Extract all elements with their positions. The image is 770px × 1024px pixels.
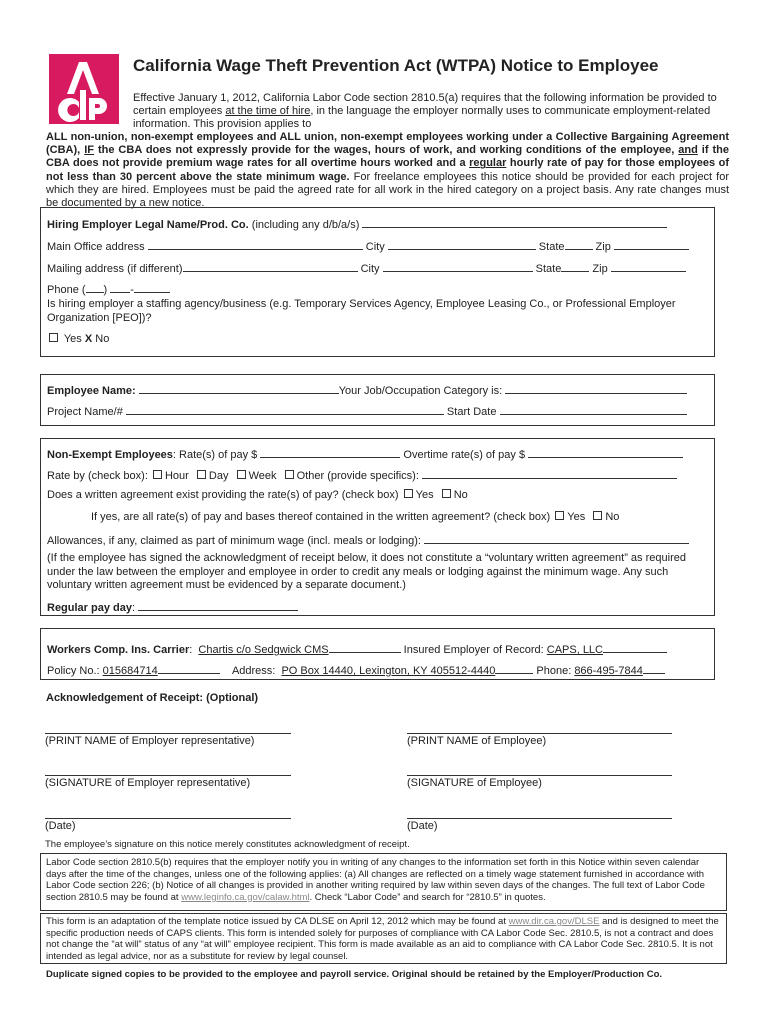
employer-print-line[interactable]	[45, 732, 291, 734]
week-checkbox[interactable]	[237, 470, 246, 479]
staffing-question: Is hiring employer a staffing agency/business (e.g. Temporary Services Agency, Employee Leasing Co., or Professional Employer Organization [PEO])?	[47, 298, 676, 324]
main-office-row: Main Office address City State Zip	[47, 239, 689, 253]
staffing-yes-checkbox[interactable]	[49, 333, 58, 342]
state-field[interactable]	[565, 239, 593, 250]
ack-note: The employee’s signature on this notice merely constitutes acknowledgment of receipt.	[45, 839, 410, 850]
workers-comp-section	[40, 628, 715, 680]
pay-section	[40, 438, 715, 616]
carrier-row: Workers Comp. Ins. Carrier: Chartis c/o Sedgwick CMS Insured Employer of Record: CAPS, LLC	[47, 642, 667, 656]
mailing-city-field[interactable]	[383, 261, 533, 272]
employee-print-line[interactable]	[407, 732, 672, 734]
overtime-rate-field[interactable]	[528, 447, 683, 458]
ack-title: Acknowledgement of Receipt: (Optional)	[46, 692, 259, 704]
written-agreement-row: Does a written agreement exist providing the rate(s) of pay? (check box) Yes No	[47, 489, 468, 501]
intro-paragraph: Effective January 1, 2012, California Labor Code section 2810.5(a) requires that the following information be provided to certain employees at the time of hire, in the language the employer normally uses to communicate employment-related information. This provision applies to	[133, 92, 717, 131]
employee-print-label: (PRINT NAME of Employee)	[407, 735, 547, 747]
hour-checkbox[interactable]	[153, 470, 162, 479]
adaptation-notice: This form is an adaptation of the template notice issued by CA DLSE on April 12, 2012 which may be found at www.dir.ca.gov/DLSE and is designed to meet the specific production needs of CAPS clients. This form is intended solely for purposes of compliance with CA Labor Code Sec. 2810.5, is not a contract and does not change the “at will” status of any “at will” employee recipient. This form is made available as an aid to compliance with CA Labor Code Sec. 2810.5. It is not intended as legal advice, nor as a substitute for review by legal counsel.	[40, 913, 727, 964]
intro-paragraph-cont: ALL non-union, non-exempt employees and ALL union, non-exempt employees working under a Collective Bargaining Agreement (CBA), IF the CBA does not expressly provide for the wages, hours of work, and working conditions of the employee, and if the CBA does not provide premium wage rates for all overtime hours worked and a regular hourly rate of pay for those employees of not less than 30 percent above the state minimum wage. For freelance employees this notice should be provided for each project for which they are hired. Employees must be paid the agreed rate for all work in the hired category on a project basis. Any rate changes must be documented by a new notice.	[46, 131, 730, 210]
written-no-checkbox[interactable]	[442, 489, 451, 498]
legal-name-row: Hiring Employer Legal Name/Prod. Co. (including any d/b/a/s)	[47, 217, 667, 231]
employee-name-field[interactable]	[139, 383, 339, 394]
if-yes-row: If yes, are all rate(s) of pay and bases thereof contained in the written agreement? (check box) Yes No	[91, 511, 620, 523]
allowances-row: Allowances, if any, claimed as part of minimum wage (incl. meals or lodging):	[47, 533, 689, 547]
pay-note: (If the employee has signed the acknowledgment of receipt below, it does not constitute a “voluntary written agreement” as required under the law between the employer and employee in order to credit any meals or lodging against the minimum wage. Any such voluntary written agreement must be evidenced by a separate document.)	[47, 552, 686, 591]
phone-area-field[interactable]	[86, 282, 104, 293]
day-checkbox[interactable]	[197, 470, 206, 479]
mailing-zip-field[interactable]	[611, 261, 686, 272]
employer-section	[40, 207, 715, 357]
city-field[interactable]	[388, 239, 536, 250]
start-date-field[interactable]	[500, 404, 687, 415]
caps-logo	[49, 54, 119, 124]
rate-row: Non-Exempt Employees: Rate(s) of pay $ Overtime rate(s) of pay $	[47, 447, 683, 461]
other-checkbox[interactable]	[285, 470, 294, 479]
employee-signature-line[interactable]	[407, 774, 672, 776]
job-category-field[interactable]	[505, 383, 687, 394]
labor-code-notice: Labor Code section 2810.5(b) requires that the employer notify you in writing of any changes to the information set forth in this Notice within seven calendar days after the time of the changes, unless one of the following applies: (a) All changes are reflected on a timely wage statement furnished in accordance with Labor Code section 226; (b) Notice of all changes is provided in another writing required by law within seven days of the changes. The full text of Labor Code section 2810.5 may be found at www.leginfo.ca.gov/calaw.html. Check “Labor Code” and search for “2810.5” in quotes.	[40, 853, 727, 911]
project-row: Project Name/# Start Date	[47, 404, 687, 418]
footer-note: Duplicate signed copies to be provided to the employee and payroll service. Original should be retained by the Employer/Production Co.	[46, 969, 663, 980]
dlse-link[interactable]: www.dir.ca.gov/DLSE	[508, 916, 600, 927]
regular-pay-row: Regular pay day:	[47, 600, 298, 614]
employee-name-row: Employee Name: Your Job/Occupation Category is:	[47, 383, 687, 397]
mailing-row: Mailing address (if different) City State Zip	[47, 261, 686, 275]
page-title: California Wage Theft Prevention Act (WTPA) Notice to Employee	[133, 56, 659, 75]
employee-signature-label: (SIGNATURE of Employee)	[407, 777, 542, 789]
phone-prefix-field[interactable]	[110, 282, 130, 293]
allowances-field[interactable]	[424, 533, 689, 544]
regular-pay-field[interactable]	[138, 600, 298, 611]
if-yes-yes-checkbox[interactable]	[555, 511, 564, 520]
phone-line-field[interactable]	[134, 282, 170, 293]
employer-signature-label: (SIGNATURE of Employer representative)	[45, 777, 251, 789]
caps-logo-icon	[49, 54, 119, 124]
rate-field[interactable]	[260, 447, 400, 458]
leginfo-link[interactable]: www.leginfo.ca.gov/calaw.html	[181, 891, 310, 903]
project-field[interactable]	[126, 404, 444, 415]
employee-date-label: (Date)	[407, 820, 438, 832]
other-field[interactable]	[422, 468, 677, 479]
if-yes-no-checkbox[interactable]	[593, 511, 602, 520]
employer-date-label: (Date)	[45, 820, 76, 832]
employee-date-line[interactable]	[407, 817, 672, 819]
staffing-answer: Yes X No	[47, 333, 109, 345]
phone-row: Phone ( ) -	[47, 282, 170, 296]
employer-date-line[interactable]	[45, 817, 291, 819]
written-yes-checkbox[interactable]	[404, 489, 413, 498]
mailing-state-field[interactable]	[561, 261, 589, 272]
employer-print-label: (PRINT NAME of Employer representative)	[45, 735, 255, 747]
main-office-field[interactable]	[148, 239, 363, 250]
rate-by-row: Rate by (check box): Hour Day Week Other (provide specifics):	[47, 468, 677, 482]
policy-row: Policy No.: 015684714 Address: PO Box 14440, Lexington, KY 405512-4440 Phone: 866-495-7844	[47, 663, 665, 677]
employer-signature-line[interactable]	[45, 774, 291, 776]
employee-section	[40, 374, 715, 426]
zip-field[interactable]	[614, 239, 689, 250]
legal-name-field[interactable]	[362, 217, 667, 228]
mailing-field[interactable]	[183, 261, 358, 272]
